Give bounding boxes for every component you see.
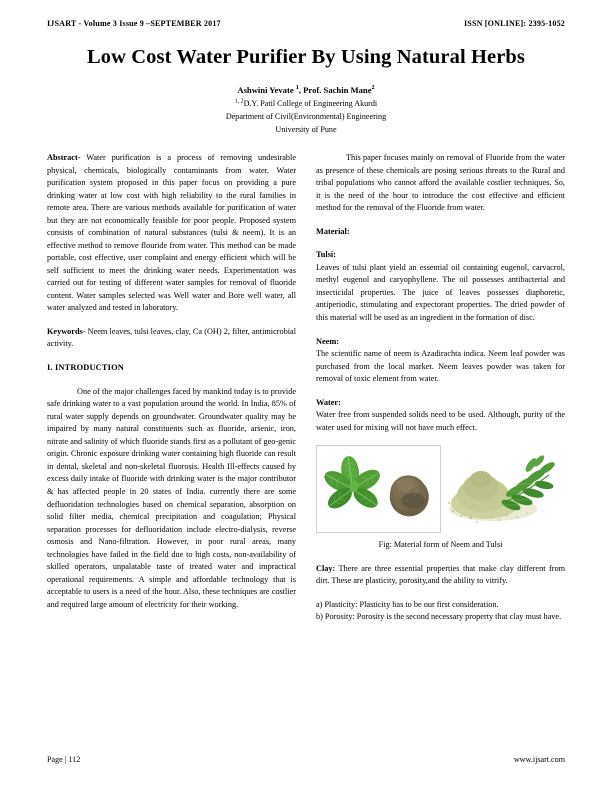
website-label[interactable]: www.ijsart.com [513, 755, 565, 764]
spacer [316, 588, 565, 599]
affiliation-line-3: University of Pune [275, 125, 337, 135]
affiliation-marker: 1, 2 [234, 98, 244, 105]
author-name-first: Ashwini Yevate [237, 85, 296, 95]
spacer [316, 325, 565, 336]
figure-panel-neem-powder-and-leaves [441, 445, 565, 533]
subheading-material: Material: [316, 226, 350, 236]
list-item-porosity: b) Porosity: Porosity is the second necessary property that clay must have. [316, 612, 562, 622]
neem-paragraph: The scientific name of neem is Azadirachta indica. Neem leaf powder was purchased from the local market. Neem leaves powder was taken for removal of toxic element from water. [316, 349, 565, 384]
spacer [316, 434, 565, 445]
journal-issue-label: IJSART - Volume 3 Issue 9 –SEPTEMBER 2017 [47, 19, 221, 28]
neem-powder-and-leaves-image [441, 445, 565, 533]
right-intro-paragraph: This paper focuses mainly on removal of Fluoride from the water as presence of these chemicals are posing serious threats to the Rural and tribal populations who cannot afford the available costlier techniques. So, it is the need of the hour to introduce the cost effective and efficient method for the removal of the Fluoride from water. [316, 153, 565, 213]
figure-material-forms [316, 445, 565, 551]
author-names [47, 84, 565, 97]
author-affil-marker-1: 1 [295, 84, 299, 92]
author-name-second: , Prof. Sachin Mane [298, 85, 372, 95]
keywords-text: Neem leaves, tulsi leaves, clay, Ca (OH) 2, filter, antimicrobial activity. [47, 326, 296, 349]
figure-caption: Fig: Material form of Neem and Tulsi [378, 540, 503, 550]
running-head [47, 19, 565, 28]
subheading-tulsi: Tulsi: [316, 250, 336, 260]
clay-paragraph [316, 563, 565, 588]
page-footer [47, 755, 565, 764]
section-heading-introduction: I. INTRODUCTION [47, 362, 124, 372]
tulsi-leaves-and-brown-powder-image [317, 446, 440, 532]
affiliation-college: D.Y. Patil College of Engineering Akurdi [243, 98, 378, 108]
figure-image-row [316, 445, 565, 533]
abstract-paragraph [47, 152, 296, 315]
affiliation-line-1 [47, 97, 565, 110]
figure-panel-tulsi-and-powder [316, 445, 441, 533]
tulsi-paragraph: Leaves of tulsi plant yield an essential oil containing eugenol, carvacrol, methyl eugenol and caryophyllene. The oil possesses antibacterial and insecticidal properties. The juice of leaves possesses diaphoretic, antiperiodic, stimulating and expectorant properties. The dried powder of this material will be used as an ingredient in the formation of disc. [316, 262, 565, 322]
spacer [47, 351, 296, 362]
spacer [47, 375, 296, 386]
left-column [47, 152, 296, 611]
author-affil-marker-2: 2 [371, 84, 375, 92]
keywords-paragraph [47, 326, 296, 351]
right-column [316, 152, 565, 624]
subheading-water: Water: [316, 397, 341, 407]
introduction-paragraph: One of the major challenges faced by mankind today is to provide safe drinking water to a vast population around the world. In India, 85% of rural water supply depends on groundwater. Groundwater quality may be impaired by many natural constituents such as fluoride, arsenic, iron, nitrate and salinity of which fluoride stands first as a pollutant of geo-genic origin. Chronic exposure drinking water containing high fluoride can result in dental, skeletal and non-skeletal fluorosis. Health Ill-effects caused by excess daily intake of fluoride with drinking water is the major contributor & has affected people in 20 states of India. currently there are some defluoridation technologies based on chemical separation, absorption on solid filter media, chemical precipitation and coagulation; Physical separation processes for defluoridation include electro-dialysis, reverse osmosis and Nano-filtration. However, in poor rural areas, many technologies have failed in the field due to high costs, non-availability of skilled operators, unpalatable taste of treated water and impractical operational requirements. A simple and affordable technology that is acceptable to users is a need of the hour. Also, these techniques are costlier and required large amount of electricity for their working. [47, 386, 296, 609]
abstract-text: Water purification is a process of removing undesirable physical, chemicals, biologically contaminants from water. Water purification system proposed in this paper focus on providing a pure drinking water at low cost with high reliability to the rural families in remote area. There are various methods available for purification of water but they are not economically feasible for poor people. Proposed system consists of combination of natural substances (tulsi & neem). It is an effective method to remove flouride from water. This method can be made portable, cost effective, user complaint and energy efficient which will be self sufficient to meet the drinking water needs. Experimentation was carried out for testing of different water samples for removal of fluoride content. Water samples selected was Well water and Bore well water, all water analyzed and tested in laboratory. [47, 153, 296, 313]
spacer [47, 315, 296, 326]
spacer [316, 552, 565, 563]
page-title: Low Cost Water Purifier By Using Natural Herbs [86, 46, 526, 68]
page-number-label: Page | 112 [47, 755, 81, 764]
author-block [47, 84, 565, 136]
spacer [316, 386, 565, 397]
clay-text: There are three essential properties that make clay different from dirt. These are plasticity, porosity,and the ability to vitrify. [316, 563, 565, 586]
affiliation-line-2: Department of Civil(Environmental) Engineering [225, 112, 387, 121]
abstract-label: Abstract- [47, 153, 81, 162]
issn-label: ISSN [ONLINE]: 2395-1052 [463, 19, 565, 28]
subheading-neem: Neem: [316, 336, 340, 346]
spacer [316, 215, 565, 226]
spacer [316, 238, 565, 249]
list-item-plasticity: a) Plasticity: Plasticity has to be our first consideration. [316, 599, 499, 609]
clay-label: Clay: [316, 563, 336, 573]
water-paragraph: Water free from suspended solids need to be used. Although, purity of the water used for mixing will not have much effect. [316, 410, 565, 432]
keywords-label: Keywords- [47, 326, 86, 336]
